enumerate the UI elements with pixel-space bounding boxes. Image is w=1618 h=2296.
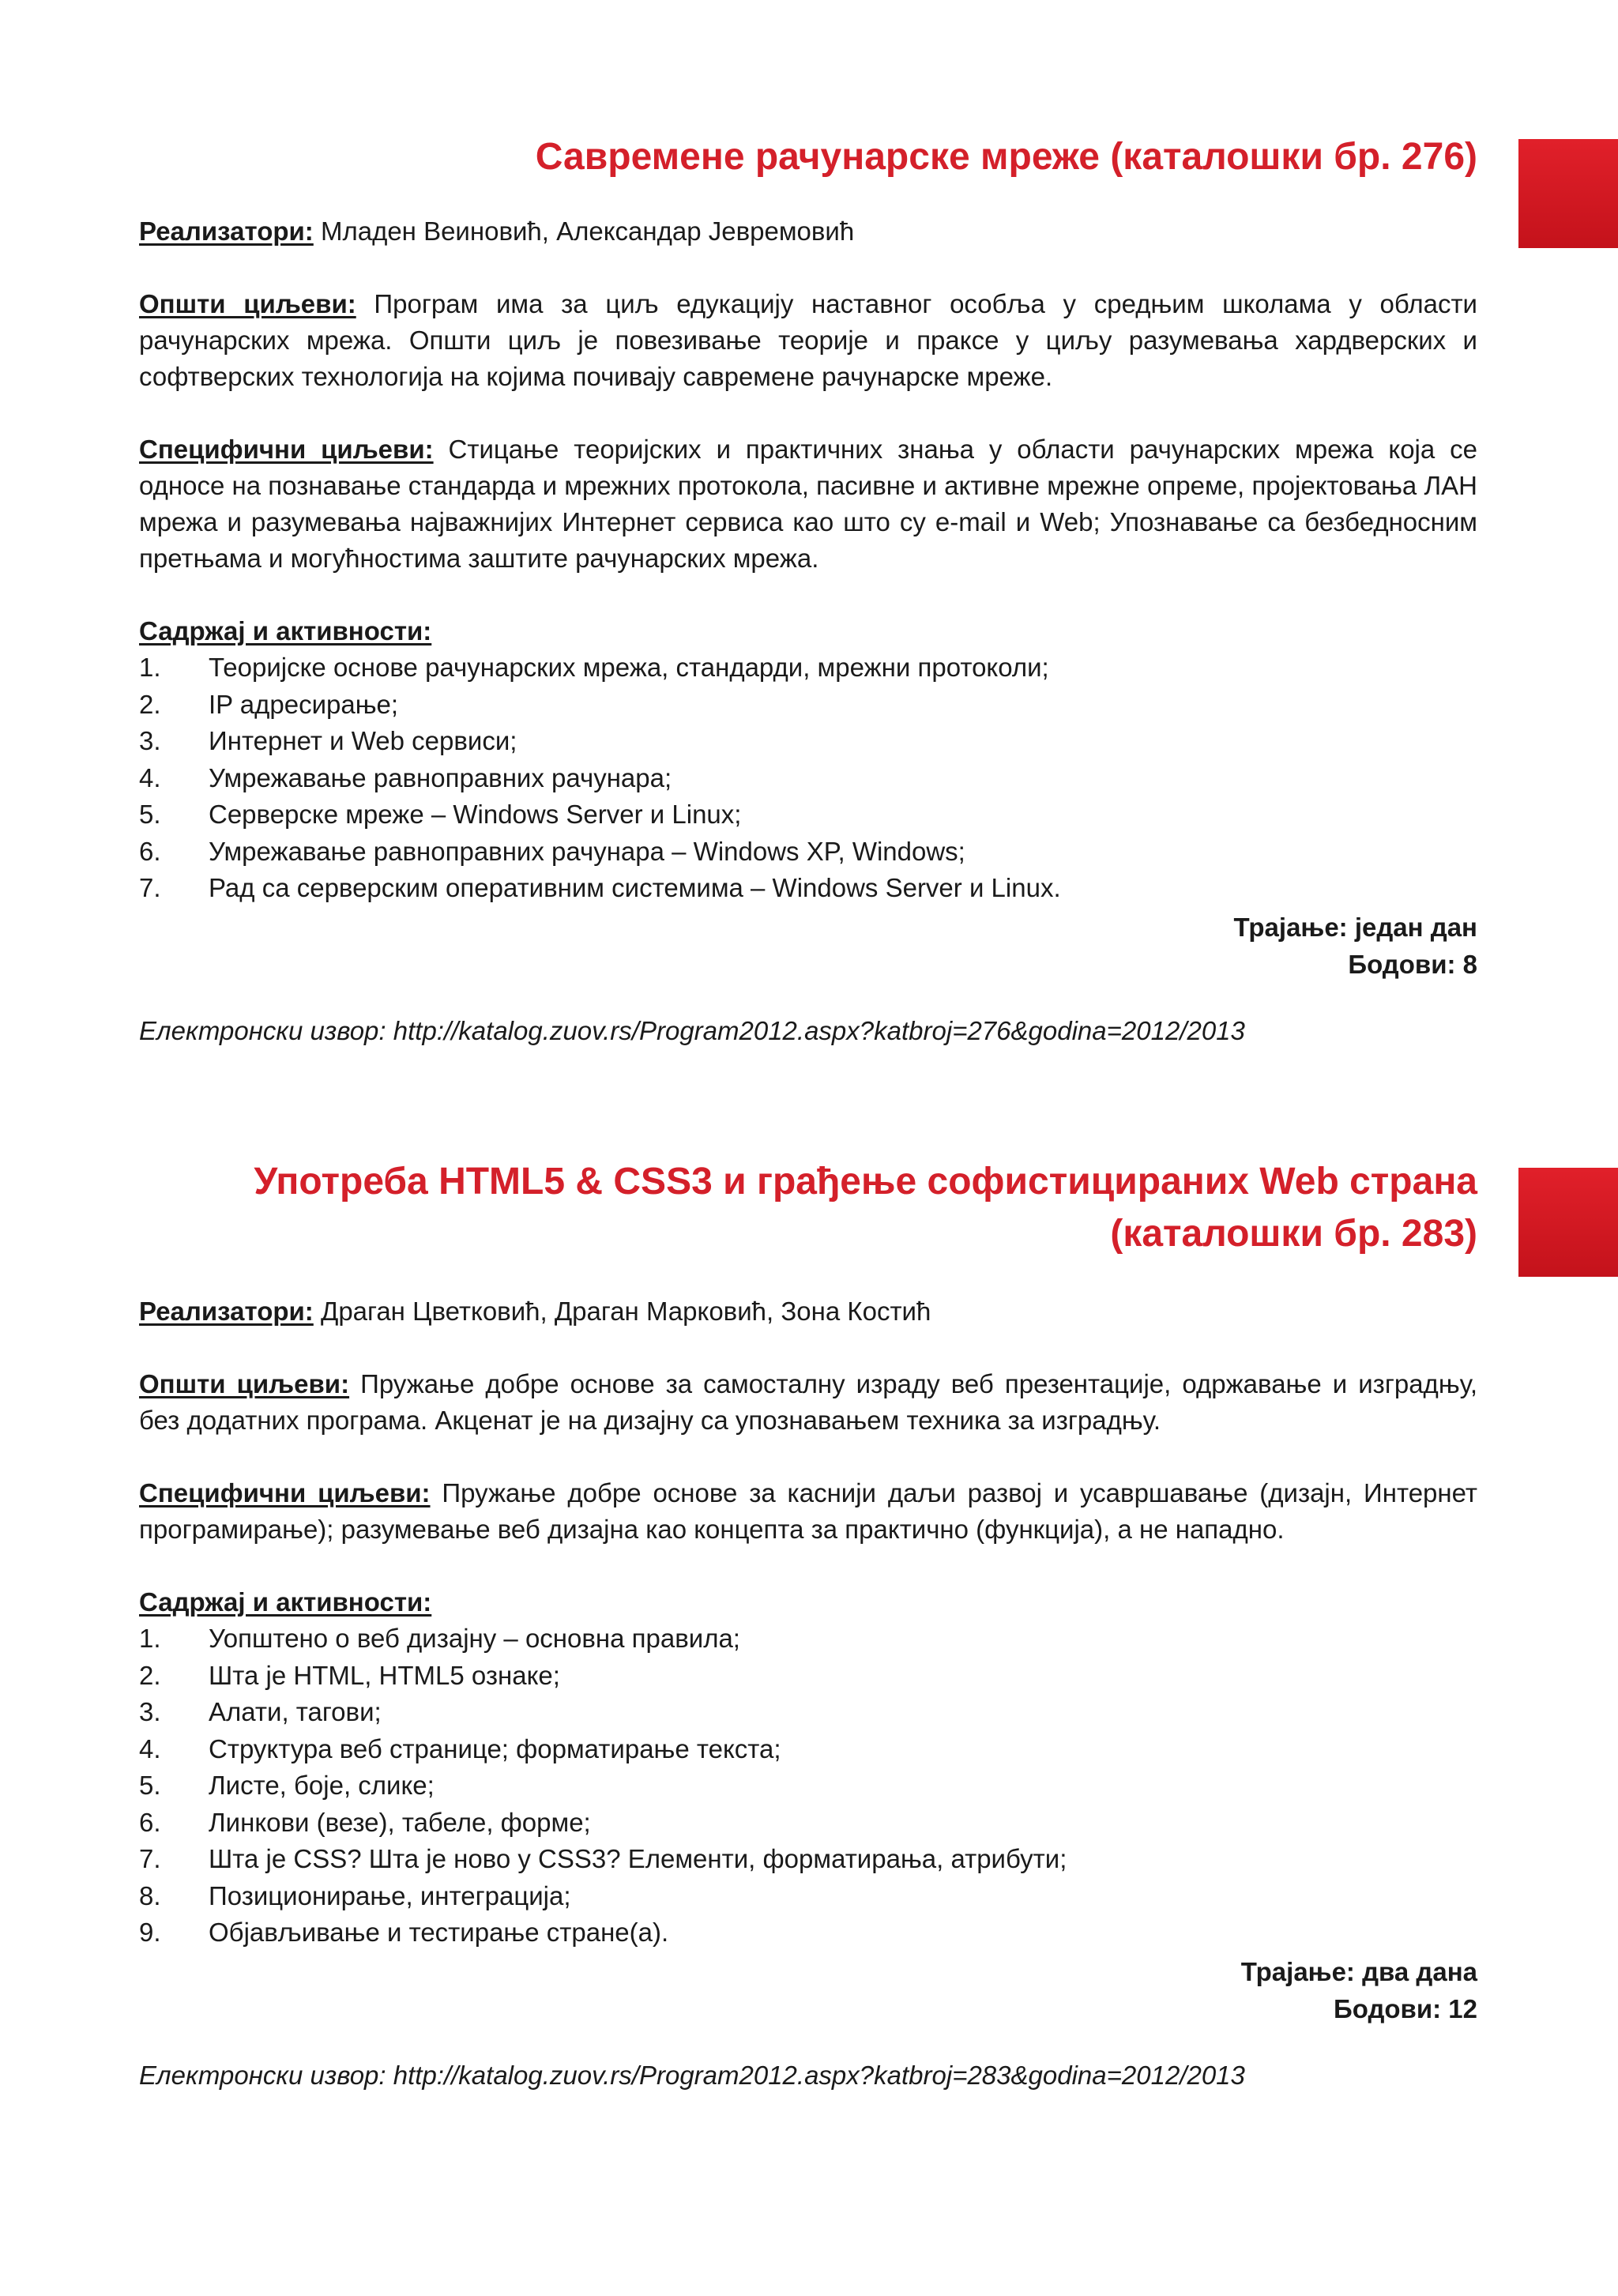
electronic-source[interactable]: Електронски извор: http://katalog.zuov.rs/Program2012.aspx?katbroj=283&godina=2012/2013: [139, 2060, 1245, 2090]
specific-goals-label: Специфични циљеви:: [139, 435, 434, 464]
list-item: [139, 1620, 1477, 1658]
list-item-number: 4.: [139, 1733, 161, 1763]
specific-goals-paragraph: [139, 1475, 1477, 1548]
implementers-paragraph: [139, 213, 1477, 250]
specific-goals-label: Специфични циљеви:: [139, 1478, 431, 1507]
list-item-text: Серверске мреже – Windows Server и Linux;: [209, 800, 742, 829]
general-goals-label: Општи циљеви:: [139, 289, 356, 318]
list-item-number: 5.: [139, 1771, 161, 1800]
duration: Трајање: један дан: [1233, 912, 1477, 942]
list-item-text: Алати, тагови;: [209, 1697, 382, 1726]
list-item: [139, 1841, 1477, 1878]
list-item-number: 1.: [139, 653, 161, 682]
list-item-number: 7.: [139, 873, 161, 902]
duration: Трајање: два дана: [1240, 1956, 1477, 1986]
implementers-names: Младен Веиновић, Александар Јевремовић: [313, 216, 855, 246]
list-item-number: 2.: [139, 1660, 161, 1690]
list-item: [139, 1731, 1477, 1768]
general-goals-text: Програм има за циљ едукацију наставног особља у средњим школама у области рачунарских мрежа. Општи циљ је повезивање теорије и праксе у циљу разумевања хардверских и софтверских технологија на којима почивају савремене рачунарске мреже.: [139, 289, 1477, 391]
content-list: [139, 1620, 1477, 1952]
program-title-line-2: (каталошки бр. 283): [1110, 1213, 1477, 1255]
general-goals-paragraph: [139, 286, 1477, 395]
list-item-text: Интернет и Web сервиси;: [209, 726, 517, 755]
list-item-number: 6.: [139, 1807, 161, 1837]
implementers-names: Драган Цветковић, Драган Марковић, Зона Костић: [313, 1297, 931, 1326]
list-item-number: 5.: [139, 800, 161, 829]
program-title: Савремене рачунарске мреже (каталошки бр. 276): [535, 136, 1477, 178]
list-item: [139, 723, 1477, 760]
list-item: [139, 1914, 1477, 1952]
list-item-number: 4.: [139, 762, 161, 792]
content-heading: [139, 1584, 1477, 1620]
list-item: [139, 1767, 1477, 1805]
list-item-text: Рад са серверским оперативним системима – Windows Server и Linux.: [209, 873, 1061, 902]
list-item-number: 7.: [139, 1844, 161, 1873]
section-marker-tab: [1518, 139, 1618, 248]
content-label: Садржај и активности:: [139, 1587, 432, 1617]
general-goals-paragraph: [139, 1366, 1477, 1439]
specific-goals-text: Стицање теоријских и практичних знања у области рачунарских мрежа која се односе на познавање стандарда и мрежних протокола, пасивне и активне мрежне опреме, пројектовања ЛАН мрежа и разумевања најважнијих Интернет сервиса као што су e-mail и Web; Упознавање са безбедносним претњама и могућностима заштите рачунарских мрежа.: [139, 435, 1478, 573]
section-marker-tab: [1518, 1168, 1618, 1277]
list-item: [139, 834, 1477, 871]
list-item-number: 3.: [139, 726, 161, 755]
implementers-paragraph: [139, 1293, 1477, 1330]
implementers-label: Реализатори:: [139, 1297, 314, 1326]
points: Бодови: 12: [1334, 1993, 1477, 2023]
list-item-number: 9.: [139, 1918, 161, 1947]
general-goals-text: Пружање добре основе за самосталну израду веб презентације, одржавање и изградњу, без додатних програма. Акценат је на дизајну са упознавањем техника за изградњу.: [139, 1369, 1477, 1435]
list-item-text: Умрежавање равноправних рачунара;: [209, 762, 672, 792]
list-item-text: Умрежавање равноправних рачунара – Windows XP, Windows;: [209, 836, 965, 866]
list-item-text: Позиционирање, интеграција;: [209, 1880, 571, 1910]
general-goals-label: Општи циљеви:: [139, 1369, 350, 1398]
list-item: [139, 687, 1477, 724]
content-list: [139, 649, 1477, 907]
list-item: [139, 796, 1477, 834]
list-item-text: Листе, боје, слике;: [209, 1771, 435, 1800]
list-item-text: IP адресирање;: [209, 689, 399, 719]
list-item: [139, 1694, 1477, 1731]
list-item-text: Објављивање и тестирање стране(а).: [209, 1918, 669, 1947]
content-label: Садржај и активности:: [139, 616, 432, 646]
points: Бодови: 8: [1348, 949, 1477, 979]
list-item-number: 8.: [139, 1880, 161, 1910]
list-item-text: Линкови (везе), табеле, форме;: [209, 1807, 591, 1837]
list-item-number: 2.: [139, 689, 161, 719]
list-item-text: Шта је CSS? Шта је ново у CSS3? Елементи, форматирања, атрибути;: [209, 1844, 1067, 1873]
specific-goals-paragraph: [139, 431, 1477, 577]
list-item: [139, 870, 1477, 907]
program-title: [139, 1156, 1477, 1260]
list-item-text: Структура веб странице; форматирање текста;: [209, 1733, 781, 1763]
list-item-text: Уопштено о веб дизајну – основна правила;: [209, 1624, 740, 1653]
list-item-text: Теоријске основе рачунарских мрежа, стандарди, мрежни протоколи;: [209, 653, 1049, 682]
electronic-source[interactable]: Електронски извор: http://katalog.zuov.rs/Program2012.aspx?katbroj=276&godina=2012/2013: [139, 1015, 1245, 1045]
list-item: [139, 1658, 1477, 1695]
implementers-label: Реализатори:: [139, 216, 314, 246]
list-item: [139, 649, 1477, 687]
list-item-number: 1.: [139, 1624, 161, 1653]
specific-goals-text: Пружање добре основе за каснији даљи развој и усавршавање (дизајн, Интернет програмирање); разумевање веб дизајна као концепта за практично (функција), а не нападно.: [139, 1478, 1477, 1544]
list-item-number: 6.: [139, 836, 161, 866]
program-section-276: [139, 131, 1477, 1049]
program-title-line-1: Употреба HTML5 & CSS3 и грађење софистицираних Web страна: [254, 1161, 1477, 1203]
list-item: [139, 1878, 1477, 1915]
list-item-number: 3.: [139, 1697, 161, 1726]
list-item-text: Шта је HTML, HTML5 ознаке;: [209, 1660, 560, 1690]
list-item: [139, 760, 1477, 797]
content-heading: [139, 613, 1477, 649]
list-item: [139, 1805, 1477, 1842]
program-section-283: [139, 1156, 1477, 2094]
